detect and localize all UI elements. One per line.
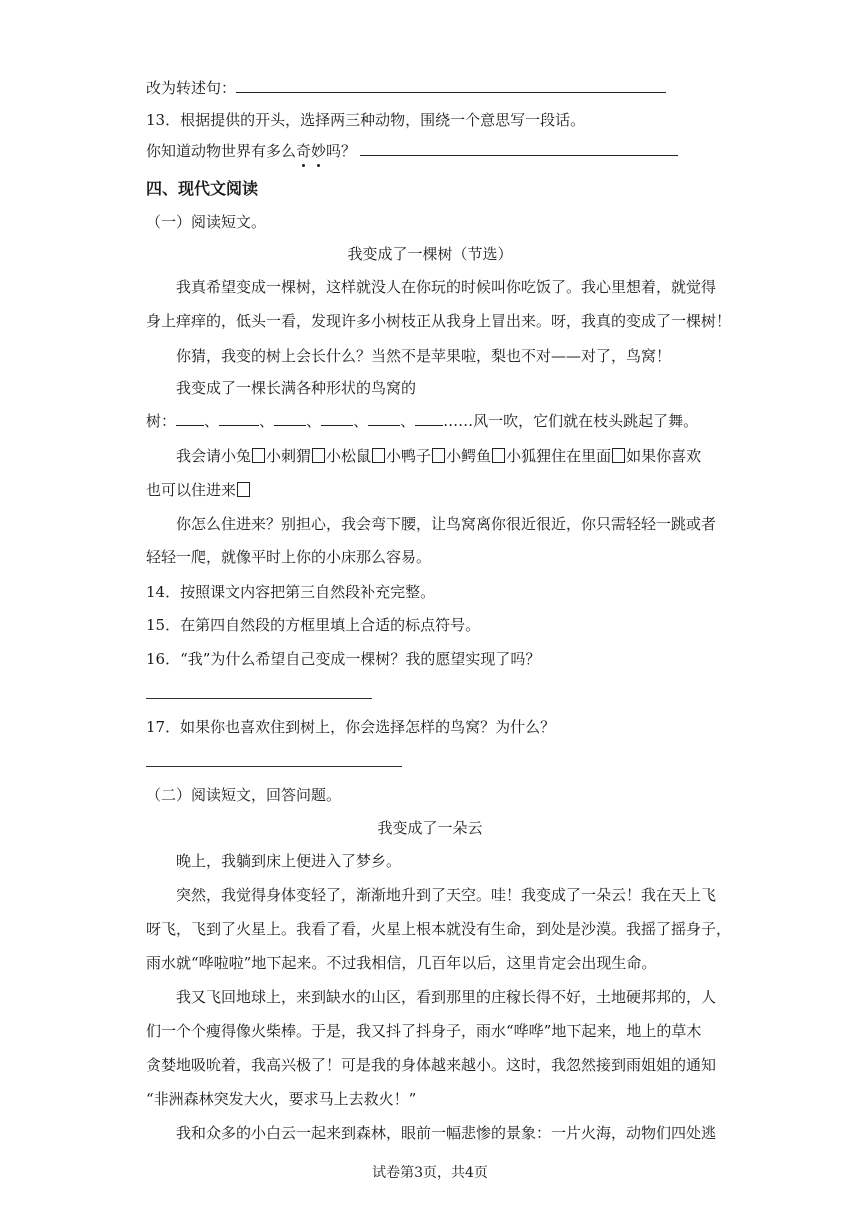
- paragraph-line: 我真希望变成一棵树，这样就没人在你玩的时候叫你吃饭了。我心里想着，就觉得: [176, 278, 717, 296]
- paragraph-line: 我变成了一棵长满各种形状的鸟窝的: [176, 379, 417, 397]
- rewrite-prompt-line: [146, 77, 666, 98]
- answer-blank[interactable]: [321, 411, 353, 426]
- question-14: 14．按照课文内容把第三自然段补充完整。: [146, 583, 436, 601]
- passage-title: 我变成了一棵树（节选）: [347, 245, 513, 263]
- paragraph-line: 你怎么住进来？别担心，我会弯下腰，让鸟窝离你很近很近，你只需轻轻一跳或者: [176, 515, 717, 533]
- punctuation-box[interactable]: [612, 448, 625, 463]
- paragraph-line: “非洲森林突发大火，要求马上去救火！”: [146, 1090, 417, 1108]
- answer-line[interactable]: [146, 766, 402, 767]
- question-16: 16．“我”为什么希望自己变成一棵树？我的愿望实现了吗？: [146, 650, 541, 668]
- question-17: 17．如果你也喜欢住到树上，你会选择怎样的鸟窝？为什么？: [146, 718, 556, 736]
- paragraph-line: 我和众多的小白云一起来到森林，眼前一幅悲惨的景象：一片火海，动物们四处逃: [176, 1124, 717, 1142]
- answer-blank[interactable]: [236, 78, 666, 93]
- answer-blank[interactable]: [415, 411, 443, 426]
- answer-line[interactable]: [146, 698, 372, 699]
- question-15: 15．在第四自然段的方框里填上合适的标点符号。: [146, 616, 481, 634]
- punctuation-box[interactable]: [312, 448, 325, 463]
- punctuation-box[interactable]: [492, 448, 505, 463]
- emphasis-dot-char: 妙: [311, 142, 327, 160]
- answer-blank[interactable]: [176, 411, 204, 426]
- paragraph-line: 贪婪地吸吮着，我高兴极了！可是我的身体越来越小。这时，我忽然接到雨姐姐的通知: [146, 1056, 717, 1074]
- question-13-prompt: 你知道动物世界有多么奇妙吗？: [146, 140, 678, 161]
- question-13: 13．根据提供的开头，选择两三种动物，围绕一个意思写一段话。: [146, 111, 586, 129]
- fill-in-line: 树： 、 、 、 、 、 ……风一吹，它们就在枝头跳起了舞。: [146, 412, 699, 430]
- paragraph-line: 我又飞回地球上，来到缺水的山区，看到那里的庄稼长得不好，土地硬邦邦的，人: [176, 988, 717, 1006]
- paragraph-line: 们一个个瘦得像火柴棒。于是，我又抖了抖身子，雨水“哗哗”地下起来，地上的草木: [146, 1022, 702, 1040]
- paragraph-line: 轻轻一爬，就像平时上你的小床那么容易。: [146, 548, 432, 566]
- section-heading: 四、现代文阅读: [146, 179, 259, 198]
- answer-blank[interactable]: [219, 411, 259, 426]
- paragraph-line: 突然，我觉得身体变轻了，渐渐地升到了天空。哇！我变成了一朵云！我在天上飞: [176, 886, 717, 904]
- part2-intro: （二）阅读短文，回答问题。: [146, 786, 342, 804]
- punctuation-box[interactable]: [237, 482, 250, 497]
- paragraph-line: 晚上，我躺到床上便进入了梦乡。: [176, 852, 402, 870]
- emphasis-dot-char: 奇: [296, 142, 312, 160]
- punctuation-box[interactable]: [372, 448, 385, 463]
- answer-blank[interactable]: [368, 411, 400, 426]
- punctuation-line: 我会请小兔 小刺猬 小松鼠 小鸭子 小鳄鱼 小狐狸住在里面 如果你喜欢: [176, 447, 702, 465]
- paragraph-line: 雨水就“哗啦啦”地下起来。不过我相信，几百年以后，这里肯定会出现生命。: [146, 954, 657, 972]
- punctuation-box[interactable]: [252, 448, 265, 463]
- punctuation-box[interactable]: [432, 448, 445, 463]
- punctuation-line: 也可以住进来: [146, 479, 251, 500]
- paragraph-line: 你猜，我变的树上会长什么？当然不是苹果啦，梨也不对——对了，鸟窝！: [176, 347, 672, 365]
- part1-intro: （一）阅读短文。: [146, 213, 267, 231]
- page-footer: 试卷第3页，共4页: [372, 1165, 488, 1181]
- answer-blank[interactable]: [274, 411, 306, 426]
- answer-blank[interactable]: [360, 141, 678, 156]
- passage-title: 我变成了一朵云: [377, 819, 483, 837]
- paragraph-line: 身上痒痒的，低头一看，发现许多小树枝正从我身上冒出来。呀，我真的变成了一棵树！: [146, 312, 732, 330]
- rewrite-label: 改为转述句：: [146, 79, 237, 97]
- paragraph-line: 呀飞，飞到了火星上。我看了看，火星上根本就没有生命，到处是沙漠。我摇了摇身子，: [146, 920, 732, 938]
